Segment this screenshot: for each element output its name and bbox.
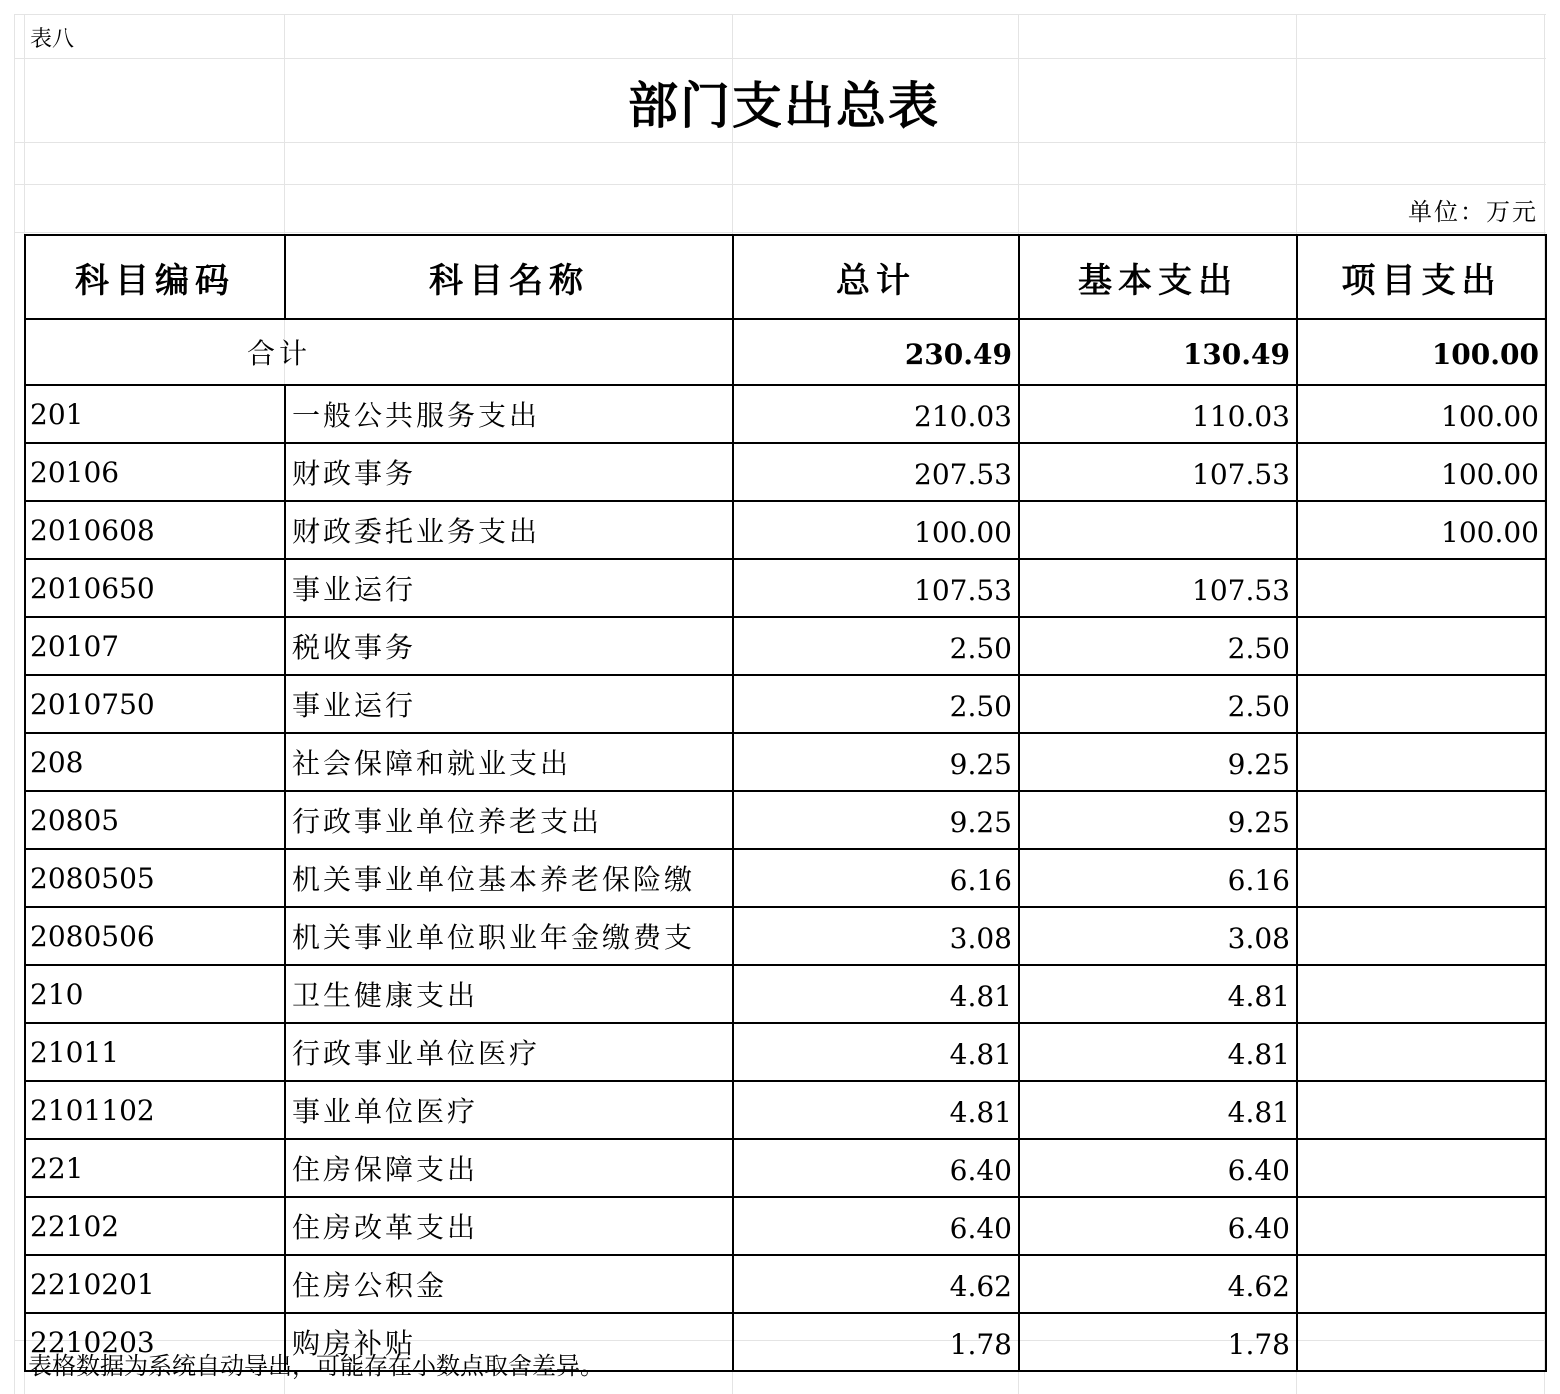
table-header-row [25, 235, 1546, 319]
row-project: 100.00 [1297, 443, 1546, 501]
row-code: 2080505 [25, 849, 285, 907]
row-project [1297, 791, 1546, 849]
row-total: 210.03 [733, 385, 1019, 443]
row-basic: 3.08 [1019, 907, 1297, 965]
table-row [25, 1197, 1546, 1255]
row-name: 住房保障支出 [285, 1139, 733, 1197]
row-total: 2.50 [733, 617, 1019, 675]
expenditure-table [24, 234, 1547, 1372]
row-basic: 110.03 [1019, 385, 1297, 443]
row-basic: 4.62 [1019, 1255, 1297, 1313]
row-name: 事业运行 [285, 559, 733, 617]
row-basic: 6.40 [1019, 1139, 1297, 1197]
row-basic [1019, 501, 1297, 559]
row-basic: 4.81 [1019, 965, 1297, 1023]
header-code: 科目编码 [25, 235, 285, 319]
row-project [1297, 1023, 1546, 1081]
page-title: 部门支出总表 [628, 76, 940, 135]
row-code: 208 [25, 733, 285, 791]
row-code: 20106 [25, 443, 285, 501]
row-code: 2210203 [25, 1313, 285, 1371]
row-total: 6.40 [733, 1139, 1019, 1197]
row-total: 100.00 [733, 501, 1019, 559]
row-project [1297, 907, 1546, 965]
row-project [1297, 617, 1546, 675]
row-name: 事业运行 [285, 675, 733, 733]
table-row [25, 675, 1546, 733]
unit-label: 单位：万元 [1408, 198, 1538, 226]
row-project [1297, 965, 1546, 1023]
row-code: 21011 [25, 1023, 285, 1081]
row-code: 20805 [25, 791, 285, 849]
row-project [1297, 733, 1546, 791]
table-row [25, 1139, 1546, 1197]
row-project [1297, 675, 1546, 733]
table-row [25, 501, 1546, 559]
row-code: 2010750 [25, 675, 285, 733]
row-basic: 4.81 [1019, 1081, 1297, 1139]
row-name: 财政事务 [285, 443, 733, 501]
row-project: 100.00 [1297, 385, 1546, 443]
row-project [1297, 849, 1546, 907]
row-basic: 2.50 [1019, 617, 1297, 675]
row-total: 6.16 [733, 849, 1019, 907]
header-total: 总计 [733, 235, 1019, 319]
row-basic: 107.53 [1019, 559, 1297, 617]
row-code: 2210201 [25, 1255, 285, 1313]
total-project: 100.00 [1297, 319, 1546, 385]
table-row [25, 1255, 1546, 1313]
row-basic: 9.25 [1019, 791, 1297, 849]
row-total: 9.25 [733, 733, 1019, 791]
row-basic: 1.78 [1019, 1313, 1297, 1371]
row-project [1297, 1081, 1546, 1139]
row-basic: 6.40 [1019, 1197, 1297, 1255]
table-row [25, 965, 1546, 1023]
row-project [1297, 559, 1546, 617]
row-total: 1.78 [733, 1313, 1019, 1371]
row-code: 22102 [25, 1197, 285, 1255]
row-basic: 2.50 [1019, 675, 1297, 733]
row-total: 3.08 [733, 907, 1019, 965]
row-total: 207.53 [733, 443, 1019, 501]
row-basic: 4.81 [1019, 1023, 1297, 1081]
table-row [25, 617, 1546, 675]
row-total: 4.62 [733, 1255, 1019, 1313]
row-name: 税收事务 [285, 617, 733, 675]
table-row [25, 1023, 1546, 1081]
row-name: 机关事业单位基本养老保险缴 [285, 849, 733, 907]
row-name: 社会保障和就业支出 [285, 733, 733, 791]
table-row [25, 443, 1546, 501]
row-name: 卫生健康支出 [285, 965, 733, 1023]
header-basic: 基本支出 [1019, 235, 1297, 319]
total-total: 230.49 [733, 319, 1019, 385]
row-name: 住房改革支出 [285, 1197, 733, 1255]
row-total: 2.50 [733, 675, 1019, 733]
footnote: 表格数据为系统自动导出，可能存在小数点取舍差异。 [28, 1352, 604, 1380]
row-name: 事业单位医疗 [285, 1081, 733, 1139]
row-code: 2101102 [25, 1081, 285, 1139]
header-project: 项目支出 [1297, 235, 1546, 319]
row-project: 100.00 [1297, 501, 1546, 559]
table-row [25, 1081, 1546, 1139]
row-code: 20107 [25, 617, 285, 675]
header-name: 科目名称 [285, 235, 733, 319]
row-code: 2010650 [25, 559, 285, 617]
row-project [1297, 1313, 1546, 1371]
row-total: 4.81 [733, 965, 1019, 1023]
row-code: 201 [25, 385, 285, 443]
row-project [1297, 1197, 1546, 1255]
row-name: 一般公共服务支出 [285, 385, 733, 443]
row-total: 9.25 [733, 791, 1019, 849]
row-name: 住房公积金 [285, 1255, 733, 1313]
table-row [25, 385, 1546, 443]
row-name: 购房补贴 [285, 1313, 733, 1371]
total-label: 合计 [25, 319, 733, 385]
row-total: 107.53 [733, 559, 1019, 617]
row-basic: 107.53 [1019, 443, 1297, 501]
row-name: 财政委托业务支出 [285, 501, 733, 559]
table-row [25, 791, 1546, 849]
row-project [1297, 1255, 1546, 1313]
sheet-label: 表八 [30, 27, 75, 52]
table-row [25, 733, 1546, 791]
row-code: 2080506 [25, 907, 285, 965]
row-code: 210 [25, 965, 285, 1023]
table-row [25, 559, 1546, 617]
table-row [25, 849, 1546, 907]
total-row [25, 319, 1546, 385]
table-row [25, 907, 1546, 965]
total-basic: 130.49 [1019, 319, 1297, 385]
row-total: 6.40 [733, 1197, 1019, 1255]
row-total: 4.81 [733, 1081, 1019, 1139]
row-name: 行政事业单位医疗 [285, 1023, 733, 1081]
row-basic: 9.25 [1019, 733, 1297, 791]
row-total: 4.81 [733, 1023, 1019, 1081]
row-code: 2010608 [25, 501, 285, 559]
row-code: 221 [25, 1139, 285, 1197]
row-basic: 6.16 [1019, 849, 1297, 907]
row-name: 行政事业单位养老支出 [285, 791, 733, 849]
row-name: 机关事业单位职业年金缴费支 [285, 907, 733, 965]
row-project [1297, 1139, 1546, 1197]
